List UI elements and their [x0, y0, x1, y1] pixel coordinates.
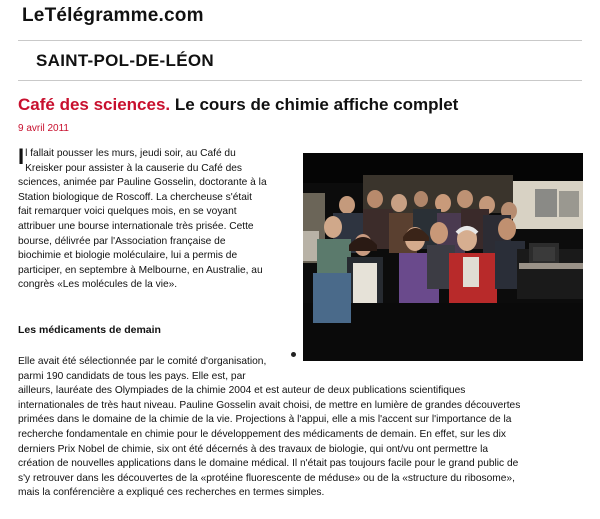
body-line: parmi 190 candidats de tous les pays. Elle est, par — [18, 370, 246, 382]
article-headline — [18, 95, 458, 115]
body-line: s'y retrouver dans les découvertes de la «protéine fluorescente de méduse» ou de la «structure du ribosome», — [18, 472, 515, 484]
lead-line: participer, en septembre à Melbourne, en Australie, au — [18, 264, 263, 276]
site-logo[interactable]: LeTélégramme.com — [22, 5, 204, 26]
body-line: ailleurs, lauréate des Olympiades de la chimie 2004 et est auteur de deux publications scientifiques — [18, 385, 466, 397]
body-line: mais la conférencière a expliqué ces recherches en termes simples. — [18, 487, 325, 499]
section-divider — [18, 80, 582, 81]
audience-photo-illustration — [303, 153, 583, 361]
body-line: Elle avait été sélectionnée par le comité d'organisation, — [18, 356, 267, 367]
article-body — [18, 355, 584, 501]
lead-line: Kreisker pour assister à la causerie du Café des — [25, 162, 242, 174]
lead-line: fait remarquer voici quelques mois, en se voyant — [18, 206, 237, 218]
body-line: création de nouvelles applications dans le domaine médical. Il n'était pas toujours facile pour le grand public de — [18, 458, 519, 470]
headline-title: Le cours de chimie affiche complet — [174, 95, 459, 114]
header-divider — [18, 40, 582, 41]
lead-line: attribuer une bourse internationale très prisée. Cette — [18, 220, 254, 232]
lead-line: bourse, délivrée par l'Association française de — [18, 235, 226, 247]
drop-cap: I — [18, 144, 25, 169]
headline-kicker: Café des sciences. — [18, 95, 171, 114]
article-lead — [18, 144, 296, 293]
body-line: primées dans le domaine de la chimie de la vie. Projections à l'appui, elle a mis l'accent sur l'importance de la — [18, 414, 512, 426]
body-line: recherche fondamentale en chimie pour le développement des médicaments de demain. En effet, sur les dix — [18, 428, 506, 440]
lead-line: Station biologique de Roscoff. La chercheuse s'était — [18, 191, 252, 203]
lead-line: congrès «Les molécules de la vie». — [18, 279, 178, 291]
article-photo[interactable] — [303, 153, 583, 361]
lead-line: biochimie et biologie moléculaire, lui a permis de — [18, 250, 238, 262]
lead-line: sciences, animée par Pauline Gosselin, doctorante à la — [18, 177, 267, 189]
section-title: SAINT-POL-DE-LÉON — [36, 51, 214, 70]
lead-line: l fallait pousser les murs, jeudi soir, au Café du — [25, 148, 236, 159]
article-date: 9 avril 2011 — [18, 123, 69, 134]
body-line: internationales de très haut niveau. Pauline Gosselin avait choisi, de mettre en lumière de grandes découvertes — [18, 399, 521, 411]
body-line: derniers Prix Nobel de chimie, six ont été décernés à des travaux de biologie, qui ont/vu ont permettre la — [18, 443, 489, 455]
article-subhead: Les médicaments de demain — [18, 324, 161, 336]
